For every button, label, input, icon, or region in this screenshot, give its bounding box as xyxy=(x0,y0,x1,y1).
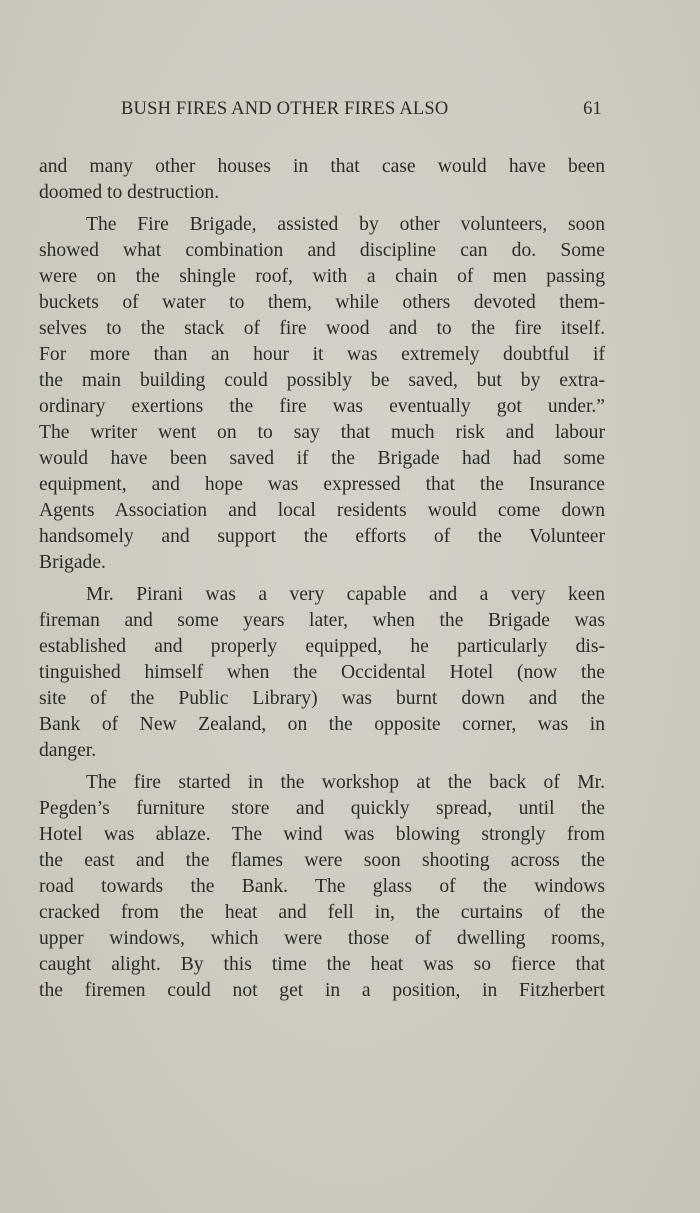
text-line: and many other houses in that case would have been xyxy=(39,156,605,177)
text-line: were on the shingle roof, with a chain of men passing xyxy=(39,266,605,287)
text-line: selves to the stack of fire wood and to the fire itself. xyxy=(39,318,605,339)
text-line: buckets of water to them, while others devoted them- xyxy=(39,292,605,313)
paragraph xyxy=(39,582,605,764)
text-line: Agents Association and local residents would come down xyxy=(39,500,605,521)
text-line: the main building could possibly be saved, but by extra- xyxy=(39,370,605,391)
text-line: handsomely and support the efforts of the Volunteer xyxy=(39,526,605,547)
running-head-title: BUSH FIRES AND OTHER FIRES ALSO xyxy=(121,99,449,119)
running-head xyxy=(39,99,605,125)
text-line: equipment, and hope was expressed that the Insurance xyxy=(39,474,605,495)
text-line: The fire started in the workshop at the back of Mr. xyxy=(86,772,605,793)
text-line: road towards the Bank. The glass of the windows xyxy=(39,876,605,897)
text-line: the firemen could not get in a position, in Fitzherbert xyxy=(39,980,605,1001)
text-line: ordinary exertions the fire was eventually got under.” xyxy=(39,396,605,417)
text-line: established and properly equipped, he particularly dis- xyxy=(39,636,605,657)
book-page xyxy=(39,99,605,1004)
text-line: The writer went on to say that much risk and labour xyxy=(39,422,605,443)
text-line: danger. xyxy=(39,740,97,761)
text-line: doomed to destruction. xyxy=(39,182,220,203)
text-line: tinguished himself when the Occidental Hotel (now the xyxy=(39,662,605,683)
text-line: Pegden’s furniture store and quickly spread, until the xyxy=(39,798,605,819)
text-line: For more than an hour it was extremely doubtful if xyxy=(39,344,605,365)
paragraph xyxy=(39,212,605,576)
body-text xyxy=(39,154,605,1004)
text-line: would have been saved if the Brigade had had some xyxy=(39,448,605,469)
text-line: the east and the flames were soon shooting across the xyxy=(39,850,605,871)
text-line: site of the Public Library) was burnt down and the xyxy=(39,688,605,709)
paragraph xyxy=(39,770,605,1004)
text-line: Mr. Pirani was a very capable and a very keen xyxy=(86,584,605,605)
text-line: Bank of New Zealand, on the opposite corner, was in xyxy=(39,714,605,735)
text-line: cracked from the heat and fell in, the curtains of the xyxy=(39,902,605,923)
text-line: Hotel was ablaze. The wind was blowing strongly from xyxy=(39,824,605,845)
page-number: 61 xyxy=(583,99,602,119)
text-line: The Fire Brigade, assisted by other volunteers, soon xyxy=(86,214,605,235)
text-line: caught alight. By this time the heat was so fierce that xyxy=(39,954,605,975)
text-line: fireman and some years later, when the Brigade was xyxy=(39,610,605,631)
text-line: showed what combination and discipline can do. Some xyxy=(39,240,605,261)
text-line: Brigade. xyxy=(39,552,106,573)
paragraph xyxy=(39,154,605,206)
text-line: upper windows, which were those of dwelling rooms, xyxy=(39,928,605,949)
